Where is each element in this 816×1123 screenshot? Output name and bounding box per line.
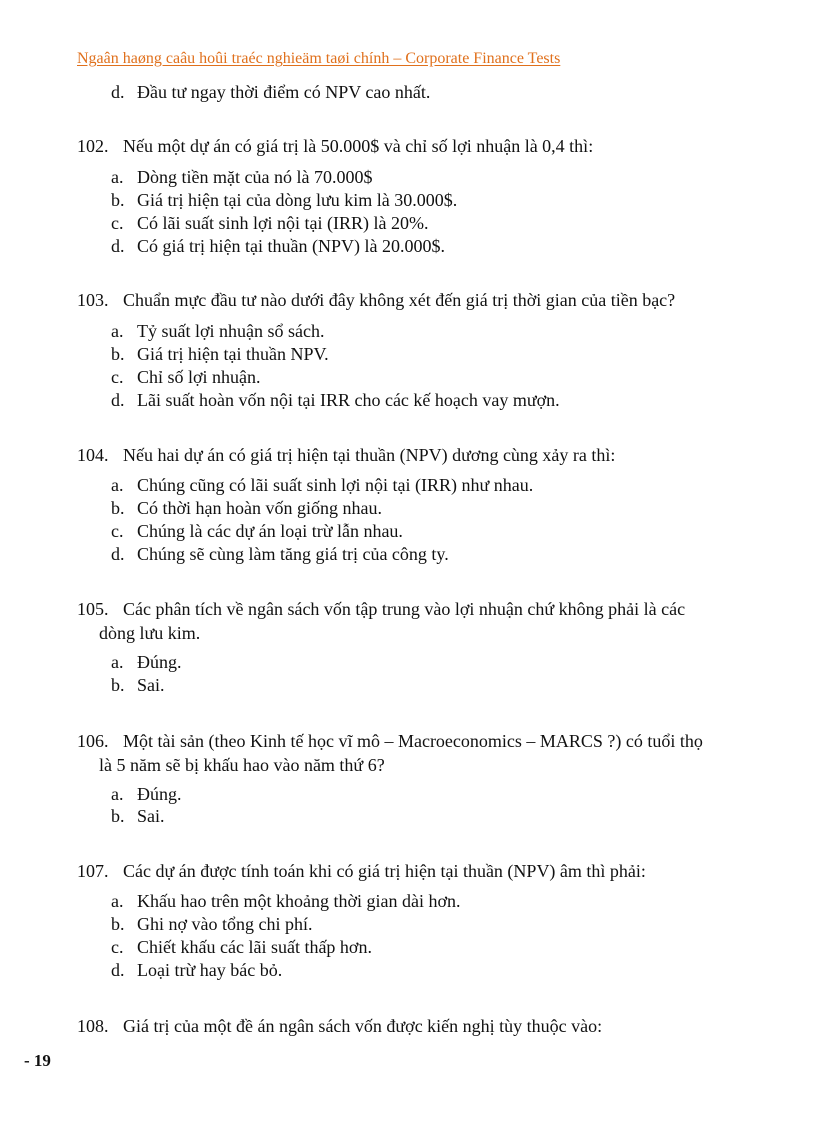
- question-text: Nếu hai dự án có giá trị hiện tại thuần (NPV) dương cùng xảy ra thì:: [123, 445, 616, 465]
- option-letter: c.: [111, 213, 124, 233]
- option-letter: b.: [111, 675, 125, 695]
- option-102-d: [111, 236, 445, 257]
- option-text: Chúng sẽ cùng làm tăng giá trị của công ty.: [137, 544, 449, 564]
- question-text: Các dự án được tính toán khi có giá trị hiện tại thuần (NPV) âm thì phải:: [123, 861, 646, 881]
- question-text: Giá trị của một đề án ngân sách vốn được kiến nghị tùy thuộc vào:: [123, 1016, 603, 1036]
- option-103-a: [111, 321, 325, 342]
- option-letter: c.: [111, 937, 124, 957]
- option-text: Tỷ suất lợi nhuận sổ sách.: [137, 321, 325, 341]
- option-letter: a.: [111, 891, 124, 911]
- option-letter: b.: [111, 914, 125, 934]
- option-text: Giá trị hiện tại thuần NPV.: [137, 344, 329, 364]
- option-letter: d.: [111, 236, 125, 256]
- question-text-line-1: Các phân tích về ngân sách vốn tập trung vào lợi nhuận chứ không phải là các: [123, 599, 686, 619]
- option-104-d: [111, 544, 449, 565]
- option-letter: a.: [111, 167, 124, 187]
- option-text: Khấu hao trên một khoảng thời gian dài hơn.: [137, 891, 461, 911]
- question-text: Chuẩn mực đầu tư nào dưới đây không xét đến giá trị thời gian của tiền bạc?: [123, 290, 676, 310]
- option-text: Đúng.: [137, 652, 182, 672]
- option-102-b: [111, 190, 457, 211]
- option-letter: c.: [111, 521, 124, 541]
- option-103-d: [111, 390, 560, 411]
- question-105-continued: [77, 621, 741, 645]
- option-text: Sai.: [137, 675, 165, 695]
- option-text: Chúng là các dự án loại trừ lẫn nhau.: [137, 521, 403, 541]
- option-letter: d.: [111, 390, 125, 410]
- option-letter: a.: [111, 652, 124, 672]
- option-letter: a.: [111, 475, 124, 495]
- question-number: 102.: [77, 136, 109, 156]
- question-text-line-1: Một tài sản (theo Kinh tế học vĩ mô – Macroeconomics – MARCS ?) có tuổi thọ: [123, 731, 703, 751]
- option-106-a: [111, 784, 182, 805]
- option-text: Lãi suất hoàn vốn nội tại IRR cho các kế hoạch vay mượn.: [137, 390, 560, 410]
- option-107-c: [111, 937, 372, 958]
- question-106-continued: [77, 753, 741, 777]
- question-106: [77, 729, 741, 753]
- option-102-a: [111, 167, 372, 188]
- option-105-b: [111, 675, 165, 696]
- question-103: [77, 288, 741, 312]
- option-text: Có giá trị hiện tại thuần (NPV) là 20.000$.: [137, 236, 445, 256]
- question-number: 104.: [77, 445, 109, 465]
- option-letter: a.: [111, 784, 124, 804]
- option-letter: b.: [111, 806, 125, 826]
- option-text: Có lãi suất sinh lợi nội tại (IRR) là 20%.: [137, 213, 429, 233]
- question-number: 105.: [77, 599, 109, 619]
- question-number: 107.: [77, 861, 109, 881]
- option-letter: b.: [111, 498, 125, 518]
- option-letter: d.: [111, 544, 125, 564]
- option-text: Ghi nợ vào tổng chi phí.: [137, 914, 313, 934]
- option-letter: c.: [111, 367, 124, 387]
- option-text: Đúng.: [137, 784, 182, 804]
- option-letter: b.: [111, 344, 125, 364]
- option-104-a: [111, 475, 533, 496]
- option-text: Chiết khấu các lãi suất thấp hơn.: [137, 937, 372, 957]
- page-header-title: Ngaân haøng caâu hoûi traéc nghieäm taøi chính – Corporate Finance Tests: [77, 50, 561, 67]
- question-107: [77, 859, 741, 883]
- option-text: Chỉ số lợi nhuận.: [137, 367, 261, 387]
- option-letter: d.: [111, 82, 125, 102]
- option-102-c: [111, 213, 429, 234]
- option-103-b: [111, 344, 329, 365]
- option-text: Sai.: [137, 806, 165, 826]
- page-number: - 19: [24, 1051, 51, 1070]
- option-text: Dòng tiền mặt của nó là 70.000$: [137, 167, 373, 187]
- question-number: 103.: [77, 290, 109, 310]
- option-letter: a.: [111, 321, 124, 341]
- question-104: [77, 443, 741, 467]
- question-text: Nếu một dự án có giá trị là 50.000$ và chỉ số lợi nhuận là 0,4 thì:: [123, 136, 594, 156]
- question-number: 106.: [77, 731, 109, 751]
- option-prev-d: [111, 82, 430, 103]
- option-text: Giá trị hiện tại của dòng lưu kim là 30.000$.: [137, 190, 458, 210]
- option-text: Đầu tư ngay thời điểm có NPV cao nhất.: [137, 82, 431, 102]
- option-104-b: [111, 498, 382, 519]
- option-106-b: [111, 806, 165, 827]
- option-103-c: [111, 367, 261, 388]
- option-107-a: [111, 891, 460, 912]
- question-108: [77, 1014, 741, 1038]
- option-text: Chúng cũng có lãi suất sinh lợi nội tại (IRR) như nhau.: [137, 475, 534, 495]
- option-letter: d.: [111, 960, 125, 980]
- option-107-d: [111, 960, 282, 981]
- option-107-b: [111, 914, 313, 935]
- option-104-c: [111, 521, 403, 542]
- option-text: Loại trừ hay bác bỏ.: [137, 960, 283, 980]
- question-number: 108.: [77, 1016, 109, 1036]
- question-102: [77, 134, 741, 158]
- option-text: Có thời hạn hoàn vốn giống nhau.: [137, 498, 382, 518]
- option-105-a: [111, 652, 182, 673]
- question-105: [77, 597, 741, 621]
- question-text-line-2: là 5 năm sẽ bị khấu hao vào năm thứ 6?: [99, 755, 385, 775]
- option-letter: b.: [111, 190, 125, 210]
- question-text-line-2: dòng lưu kim.: [99, 623, 201, 643]
